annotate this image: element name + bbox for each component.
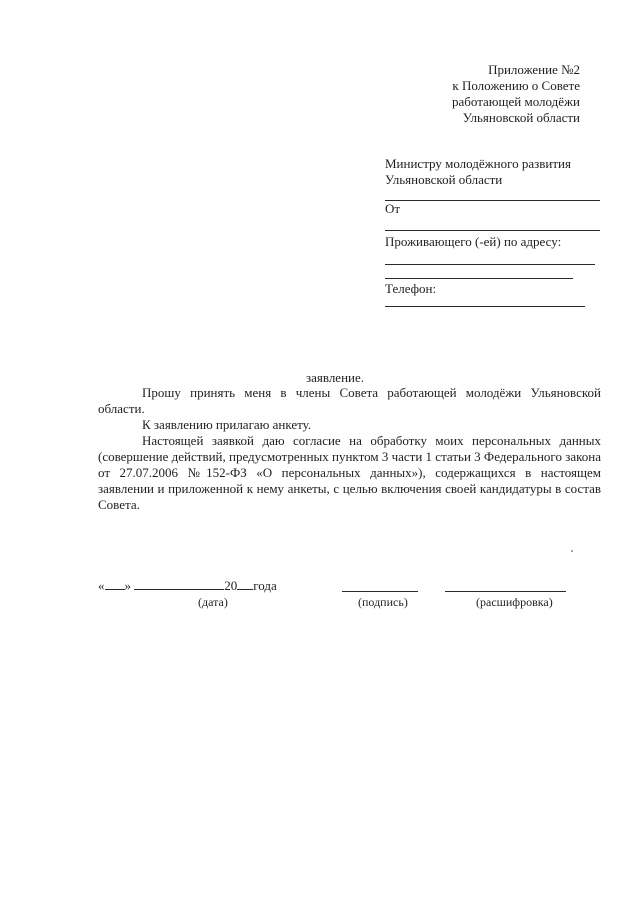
signature-blank: [342, 580, 418, 592]
application-body: [98, 385, 601, 513]
addressee-region: Ульяновской области: [385, 172, 503, 187]
appendix-region: Ульяновской области: [462, 110, 580, 125]
signature-caption: (подпись): [358, 595, 408, 609]
scan-speck: [571, 550, 573, 552]
appendix-header: [452, 62, 580, 126]
appendix-council: работающей молодёжи: [451, 94, 580, 109]
addressee-minister: Министру молодёжного развития: [385, 156, 571, 171]
year-blank: [237, 578, 253, 590]
appendix-regulation: к Положению о Совете: [452, 78, 580, 93]
address-label: Проживающего (-ей) по адресу:: [385, 234, 562, 249]
date-open-quote: «: [98, 578, 105, 593]
phone-label: Телефон:: [385, 281, 437, 296]
day-blank: [105, 578, 125, 590]
appendix-number: Приложение №2: [488, 62, 580, 77]
year-prefix: 20: [224, 578, 238, 593]
date-caption: (дата): [198, 595, 228, 609]
body-paragraph-1: Прошу принять меня в члены Совета работающей молодёжи Ульяновской области.: [98, 385, 601, 416]
decryption-blank: [445, 580, 566, 592]
signature-block: [98, 578, 598, 618]
year-suffix: года: [253, 578, 277, 593]
phone-blank-line: [385, 306, 585, 307]
date-close-quote: »: [124, 578, 131, 593]
from-label: От: [385, 201, 401, 216]
body-paragraph-2: К заявлению прилагаю анкету.: [142, 417, 312, 432]
body-paragraph-3: Настоящей заявкой даю согласие на обработку моих персональных данных (совершение действий, предусмотренных пунктом 3 части 1 статьи 3 Федерального закона от 27.07.2006 №152-ФЗ «О персональных данных»), содержащихся в настоящем заявлении и приложенной к нему анкеты, с целью включения своей кандидатуры в состав Совета.: [98, 433, 601, 512]
document-title: заявление.: [305, 370, 365, 385]
addressee-block: [385, 156, 600, 307]
decryption-caption: (расшифровка): [476, 595, 553, 609]
date-field: [98, 578, 277, 594]
month-blank: [134, 578, 224, 590]
